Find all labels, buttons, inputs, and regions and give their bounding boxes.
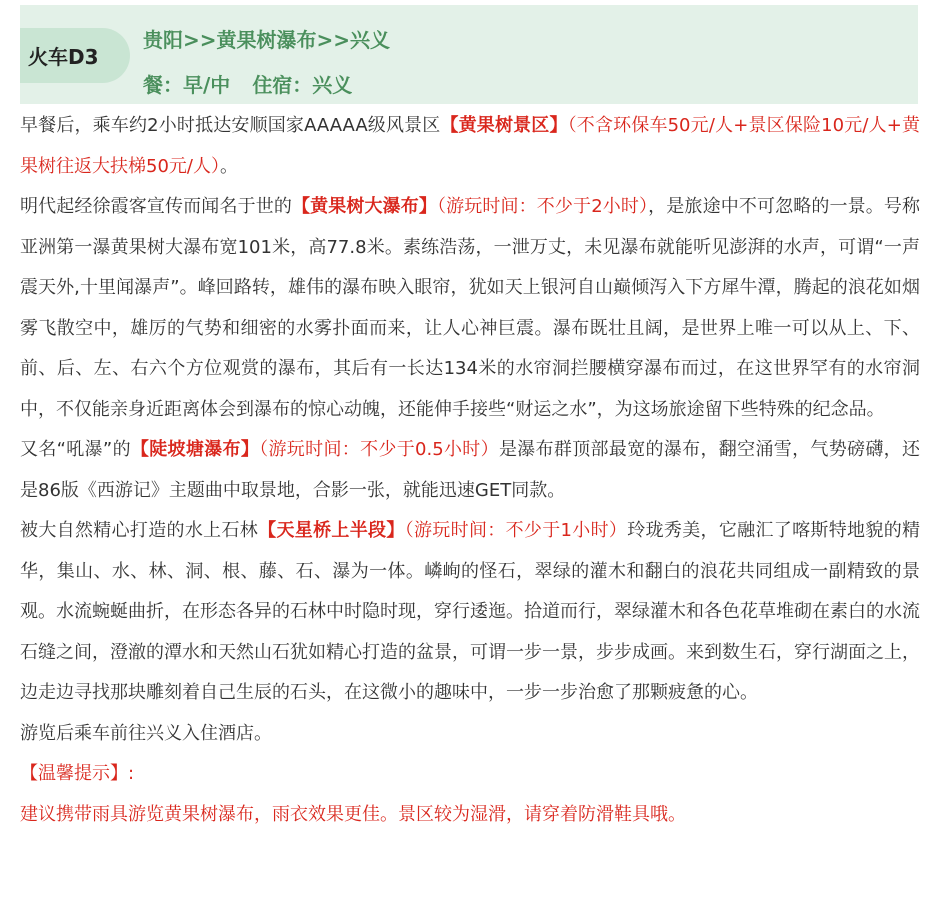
big-waterfall-lead: 明代起经徐霞客宣传而闻名于世的 [20, 196, 292, 217]
price-note: （不含环保车50元/人+景区保险10元/人+黄果树往返大扶梯50元/人） [20, 115, 920, 177]
stay-label: 住宿：兴义 [252, 73, 353, 97]
paragraph-tianxingqiao [20, 511, 920, 714]
meals-stay-line [143, 69, 352, 98]
day-badge: 火车D3 [20, 28, 130, 83]
big-waterfall-description: ，是旅途中不可忽略的一景。号称亚洲第一瀑黄果树大瀑布宽101米，高77.8米。素练浩荡，一泄万丈，未见瀑布就能听见澎湃的水声，可谓“一声震天外,十里闻瀑声”。峰回路转，雄伟的瀑布映入眼帘，犹如天上银河自山巅倾泻入下方犀牛潭，腾起的浪花如烟雾飞散空中，雄厉的气势和细密的水雾扑面而来，让人心神巨震。瀑布既壮且阔，是世界上唯一可以从上、下、前、后、左、右六个方位观赏的瀑布，其后有一长达134米的水帘洞拦腰横穿瀑布而过，在这世界罕有的水帘洞中，不仅能亲身近距离体会到瀑布的惊心动魄，还能伸手接些“财运之水”，为这场旅途留下些特殊的纪念品。 [20, 196, 921, 420]
highlight-tianxingqiao: 【天星桥上半段】 [258, 520, 405, 541]
intro-end: 。 [219, 155, 238, 177]
paragraph-intro [20, 106, 920, 187]
doupotang-description: 是瀑布群顶部最宽的瀑布，翻空涌雪，气势磅礴，还是86版《西游记》主题曲中取景地，合影一张，就能迅速GET同款。 [20, 439, 921, 501]
itinerary-content [20, 106, 920, 835]
tianxingqiao-description: 玲珑秀美，它融汇了喀斯特地貌的精华，集山、水、林、洞、根、藤、石、瀑为一体。嶙峋的怪石，翠绿的灌木和翻白的浪花共同组成一副精致的景观。水流蜿蜒曲折，在形态各异的石林中时隐时现，穿行逶迤。拾道而行，翠绿灌木和各色花草堆砌在素白的水流石缝之间，澄澈的潭水和天然山石犹如精心打造的盆景，可谓一步一景，步步成画。来到数生石，穿行湖面之上，边走边寻找那块雕刻着自己生辰的石头，在这微小的趣味中，一步一步治愈了那颗疲惫的心。 [20, 520, 921, 703]
tianxingqiao-duration: （游玩时间：不少于1小时） [404, 520, 628, 541]
paragraph-hotel: 游览后乘车前往兴义入住酒店。 [20, 722, 272, 744]
route-title: 贵阳>>黄果树瀑布>>兴义 [143, 28, 391, 52]
tips-text: 建议携带雨具游览黄果树瀑布，雨衣效果更佳。景区较为湿滑，请穿着防滑鞋具哦。 [20, 803, 686, 825]
paragraph-big-waterfall [20, 187, 920, 430]
day-header [20, 5, 918, 104]
doupotang-lead: 又名“吼瀑”的 [20, 439, 131, 460]
big-waterfall-duration: （游玩时间：不少于2小时） [437, 196, 649, 217]
doupotang-duration: （游玩时间：不少于0.5小时） [259, 439, 499, 460]
tips-title: 【温馨提示】: [20, 763, 135, 784]
highlight-huangguoshu-scenic-area: 【黄果树景区】 [440, 115, 568, 136]
paragraph-doupotang [20, 430, 920, 511]
intro-text: 早餐后，乘车约2小时抵达安顺国家AAAAA级风景区 [20, 115, 441, 136]
meals-label: 餐：早/中 [143, 73, 231, 97]
highlight-doupotang-waterfall: 【陡坡塘瀑布】 [130, 439, 260, 460]
tianxingqiao-lead: 被大自然精心打造的水上石林 [20, 520, 259, 541]
highlight-big-waterfall: 【黄果树大瀑布】 [291, 196, 438, 217]
